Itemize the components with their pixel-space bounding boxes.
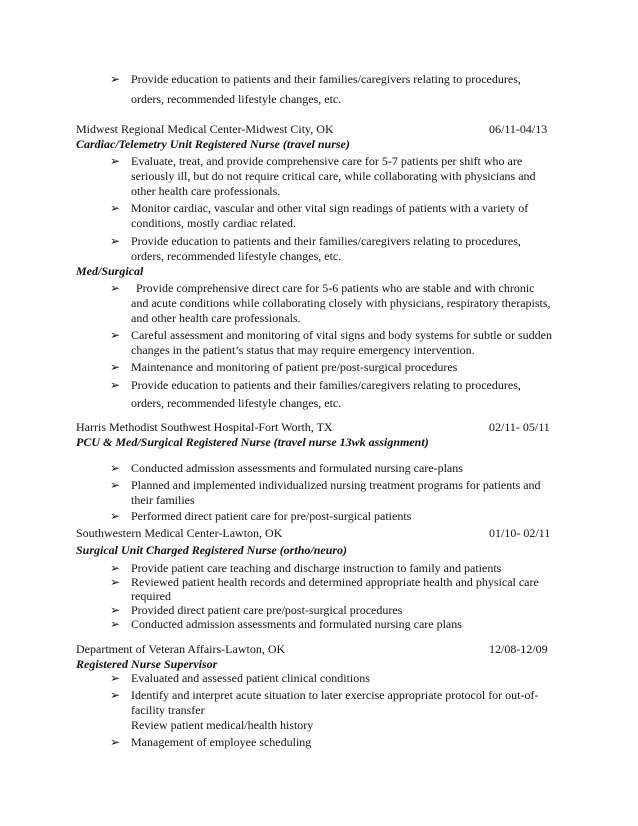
employer-name: Southwestern Medical Center-Lawton, OK xyxy=(76,526,283,540)
bullet-arrow-icon: ➢ xyxy=(110,378,121,392)
bullet-text-line: Management of employee scheduling xyxy=(131,735,312,749)
bullet-text-line: Provided direct patient care pre/post-surgical procedures xyxy=(131,603,403,617)
bullet-text-line: Provide education to patients and their families/caregivers relating to procedures, xyxy=(131,72,521,86)
bullet-arrow-icon: ➢ xyxy=(110,360,121,374)
bullet-arrow-icon: ➢ xyxy=(110,603,121,617)
bullet-text-line: conditions, mostly cardiac related. xyxy=(131,216,296,230)
job-role: Cardiac/Telemetry Unit Registered Nurse (travel nurse) xyxy=(76,137,350,151)
bullet-text-line: their families xyxy=(131,493,195,507)
job-role: Registered Nurse Supervisor xyxy=(76,657,218,671)
employment-dates: 01/10- 02/11 xyxy=(489,526,551,540)
bullet-arrow-icon: ➢ xyxy=(110,201,121,215)
bullet-arrow-icon: ➢ xyxy=(110,688,121,702)
job-role: Med/Surgical xyxy=(76,264,144,278)
job-role: Surgical Unit Charged Registered Nurse (ortho/neuro) xyxy=(76,543,348,557)
bullet-arrow-icon: ➢ xyxy=(110,478,121,492)
bullet-arrow-icon: ➢ xyxy=(110,154,121,168)
bullet-text-line: Evaluated and assessed patient clinical conditions xyxy=(131,671,370,685)
bullet-text-line: Monitor cardiac, vascular and other vital sign readings of patients with a variety of xyxy=(131,201,529,215)
employment-dates: 06/11-04/13 xyxy=(489,122,548,136)
bullet-arrow-icon: ➢ xyxy=(110,328,121,342)
bullet-text-line: orders, recommended lifestyle changes, etc. xyxy=(131,396,342,410)
bullet-text-line: Maintenance and monitoring of patient pre/post-surgical procedures xyxy=(131,360,458,374)
bullet-text-line: Provide education to patients and their families/caregivers relating to procedures, xyxy=(131,234,521,248)
employer-name: Harris Methodist Southwest Hospital-Fort Worth, TX xyxy=(76,420,333,434)
bullet-text-line: Review patient medical/health history xyxy=(131,718,314,732)
bullet-text-line: Conducted admission assessments and formulated nursing care-plans xyxy=(131,461,463,475)
bullet-text-line: other health care professionals. xyxy=(131,184,281,198)
job-role: PCU & Med/Surgical Registered Nurse (travel nurse 13wk assignment) xyxy=(76,435,429,449)
employer-name: Midwest Regional Medical Center-Midwest City, OK xyxy=(76,122,334,136)
employment-dates: 12/08-12/09 xyxy=(489,642,548,656)
bullet-text-line: Provide patient care teaching and discharge instruction to family and patients xyxy=(131,561,502,575)
bullet-arrow-icon: ➢ xyxy=(110,617,121,631)
bullet-text-line: Planned and implemented individualized nursing treatment programs for patients and xyxy=(131,478,541,492)
bullet-arrow-icon: ➢ xyxy=(110,671,121,685)
bullet-text-line: Careful assessment and monitoring of vital signs and body systems for subtle or sudden xyxy=(131,328,552,342)
bullet-text-line: Performed direct patient care for pre/post-surgical patients xyxy=(131,509,412,523)
bullet-text-line: orders, recommended lifestyle changes, etc. xyxy=(131,249,342,263)
bullet-text-line: Conducted admission assessments and formulated nursing care plans xyxy=(131,617,462,631)
employer-name: Department of Veteran Affairs-Lawton, OK xyxy=(76,642,286,656)
bullet-arrow-icon: ➢ xyxy=(110,509,121,523)
bullet-text-line: Evaluate, treat, and provide comprehensive care for 5-7 patients per shift who are xyxy=(131,154,523,168)
bullet-text-line: Provide education to patients and their families/caregivers relating to procedures, xyxy=(131,378,521,392)
employment-dates: 02/11- 05/11 xyxy=(489,420,550,434)
bullet-arrow-icon: ➢ xyxy=(110,461,121,475)
bullet-text-line: orders, recommended lifestyle changes, etc. xyxy=(131,92,342,106)
bullet-arrow-icon: ➢ xyxy=(110,234,121,248)
bullet-text-line: Provide comprehensive direct care for 5-6 patients who are stable and with chronic xyxy=(136,281,535,295)
bullet-arrow-icon: ➢ xyxy=(110,561,121,575)
bullet-arrow-icon: ➢ xyxy=(110,575,121,589)
bullet-arrow-icon: ➢ xyxy=(110,72,121,86)
bullet-text-line: seriously ill, but do not require critical care, while collaborating with physicians and xyxy=(131,169,536,183)
bullet-arrow-icon: ➢ xyxy=(110,281,121,295)
bullet-text-line: and acute conditions while collaborating closely with physicians, respiratory therapists, xyxy=(131,296,551,310)
bullet-text-line: and other health care professionals. xyxy=(131,311,301,325)
bullet-arrow-icon: ➢ xyxy=(110,735,121,749)
bullet-text-line: Reviewed patient health records and determined appropriate health and physical care xyxy=(131,575,539,589)
bullet-text-line: facility transfer xyxy=(131,703,205,717)
bullet-text-line: changes in the patient’s status that may require emergency intervention. xyxy=(131,343,475,357)
bullet-text-line: Identify and interpret acute situation to later exercise appropriate protocol for out-of- xyxy=(131,688,539,702)
bullet-text-line: required xyxy=(131,589,171,603)
